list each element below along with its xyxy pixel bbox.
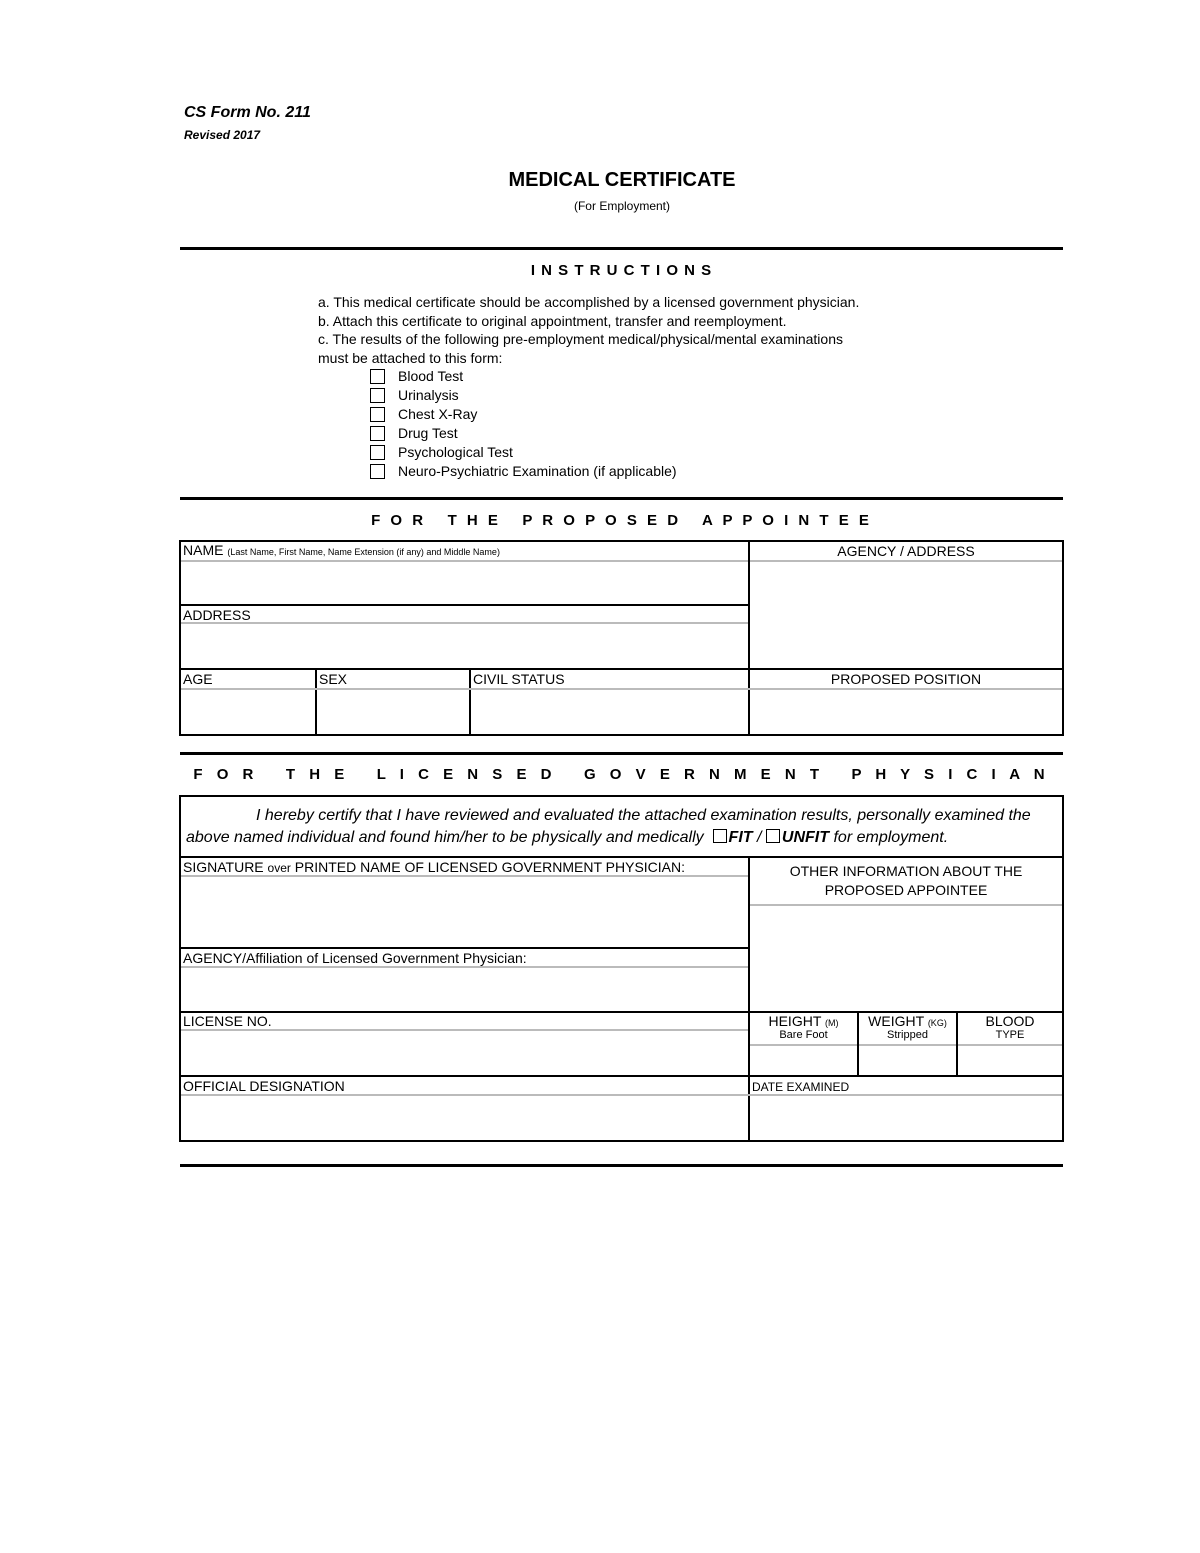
age-field[interactable] xyxy=(182,691,314,734)
divider xyxy=(180,1164,1063,1167)
appointee-heading: F O R T H E P R O P O S E D A P P O I N T E E xyxy=(371,512,872,529)
checklist-item[interactable] xyxy=(370,462,677,481)
date-examined-field[interactable] xyxy=(752,1097,1061,1139)
checklist-label: Blood Test xyxy=(398,368,464,384)
height-label: HEIGHT (M) Bare Foot xyxy=(768,1013,839,1041)
instruction-c: c. The results of the following pre-employment medical/physical/mental examinations xyxy=(318,331,843,348)
license-no-field[interactable] xyxy=(182,1032,747,1074)
age-label: AGE xyxy=(183,671,213,687)
divider xyxy=(179,604,749,606)
signature-label: SIGNATURE over PRINTED NAME OF LICENSED GOVERNMENT PHYSICIAN: xyxy=(183,859,686,875)
instructions-text xyxy=(318,293,859,367)
agency-address-field[interactable] xyxy=(752,563,1061,667)
exam-checklist xyxy=(370,367,677,481)
official-designation-field[interactable] xyxy=(182,1097,747,1139)
weight-field[interactable] xyxy=(861,1047,955,1074)
civil-status-field[interactable] xyxy=(472,691,747,734)
cert-line-2: above named individual and found him/her to be physically and medically FIT / UNFIT for employment. xyxy=(186,829,949,846)
divider xyxy=(181,1094,1062,1096)
divider xyxy=(181,688,1062,690)
checklist-item[interactable] xyxy=(370,443,677,462)
divider xyxy=(179,1075,1064,1077)
divider xyxy=(181,966,748,968)
physician-agency-label: AGENCY/Affiliation of Licensed Government Physician: xyxy=(183,950,527,966)
divider xyxy=(315,669,317,736)
certification-statement xyxy=(186,805,1062,849)
divider xyxy=(750,560,1062,562)
checklist-item[interactable] xyxy=(370,424,677,443)
cert-line-1: I hereby certify that I have reviewed and evaluated the attached examination results, personally examined the xyxy=(256,807,1031,824)
divider xyxy=(179,856,1064,858)
divider xyxy=(181,875,748,877)
divider xyxy=(181,1029,748,1031)
checklist-label: Urinalysis xyxy=(398,387,459,403)
checkbox-icon[interactable] xyxy=(370,445,385,460)
divider xyxy=(748,540,750,736)
proposed-position-label: PROPOSED POSITION xyxy=(830,671,982,687)
name-hint: (Last Name, First Name, Name Extension (if any) and Middle Name) xyxy=(227,547,500,557)
divider xyxy=(181,560,748,562)
blood-type-field[interactable] xyxy=(960,1047,1061,1074)
proposed-position-field[interactable] xyxy=(752,691,1061,734)
divider xyxy=(469,669,471,736)
divider xyxy=(179,668,1064,670)
checklist-item[interactable] xyxy=(370,367,677,386)
civil-status-label: CIVIL STATUS xyxy=(473,671,565,687)
checklist-label: Chest X-Ray xyxy=(398,406,478,422)
form-number: CS Form No. 211 xyxy=(184,104,311,121)
instruction-b: b. Attach this certificate to original appointment, transfer and reemployment. xyxy=(318,312,787,329)
physician-heading: F O R T H E L I C E N S E D G O V E R N M E N T P H Y S I C I A N xyxy=(193,766,1050,783)
physician-agency-field[interactable] xyxy=(182,969,747,1010)
blood-type-label: BLOOD TYPE xyxy=(985,1013,1035,1041)
divider xyxy=(180,752,1063,755)
checklist-item[interactable] xyxy=(370,405,677,424)
unfit-label: UNFIT xyxy=(781,829,830,846)
sex-label: SEX xyxy=(319,671,348,687)
address-label: ADDRESS xyxy=(183,607,251,623)
divider xyxy=(179,947,749,949)
name-field[interactable] xyxy=(182,563,747,603)
divider xyxy=(750,904,1062,906)
revised-date: Revised 2017 xyxy=(184,128,261,142)
checklist-label: Psychological Test xyxy=(398,444,513,460)
name-label: NAME (Last Name, First Name, Name Extension (if any) and Middle Name) xyxy=(183,542,500,558)
date-examined-label: DATE EXAMINED xyxy=(752,1080,850,1094)
checkbox-icon[interactable] xyxy=(370,369,385,384)
agency-address-label: AGENCY / ADDRESS xyxy=(837,543,975,559)
divider xyxy=(750,1044,1062,1046)
divider xyxy=(180,497,1063,500)
checkbox-icon[interactable] xyxy=(370,426,385,441)
instructions-heading: I N S T R U C T I O N S xyxy=(530,262,713,279)
checklist-item[interactable] xyxy=(370,386,677,405)
divider xyxy=(181,622,748,624)
weight-label: WEIGHT (KG) Stripped xyxy=(868,1013,947,1041)
checklist-label: Drug Test xyxy=(398,425,458,441)
checkbox-icon[interactable] xyxy=(370,388,385,403)
fit-checkbox[interactable] xyxy=(713,829,727,843)
page-title: MEDICAL CERTIFICATE xyxy=(508,169,736,191)
checklist-label: Neuro-Psychiatric Examination (if applicable) xyxy=(398,463,677,479)
fit-label: FIT xyxy=(728,829,753,846)
height-field[interactable] xyxy=(752,1047,856,1074)
other-info-field[interactable] xyxy=(752,907,1061,1010)
page-subtitle: (For Employment) xyxy=(573,199,671,213)
checkbox-icon[interactable] xyxy=(370,464,385,479)
sex-field[interactable] xyxy=(318,691,468,734)
signature-field[interactable] xyxy=(182,878,747,946)
license-no-label: LICENSE NO. xyxy=(183,1013,272,1029)
instruction-a: a. This medical certificate should be accomplished by a licensed government physician. xyxy=(318,294,860,310)
official-designation-label: OFFICIAL DESIGNATION xyxy=(183,1078,345,1094)
unfit-checkbox[interactable] xyxy=(766,829,780,843)
address-field[interactable] xyxy=(182,625,747,667)
instruction-c-cont: must be attached to this form: xyxy=(318,349,503,366)
checkbox-icon[interactable] xyxy=(370,407,385,422)
other-info-label: OTHER INFORMATION ABOUT THE PROPOSED APPOINTEE xyxy=(789,863,1023,898)
divider xyxy=(180,247,1063,250)
